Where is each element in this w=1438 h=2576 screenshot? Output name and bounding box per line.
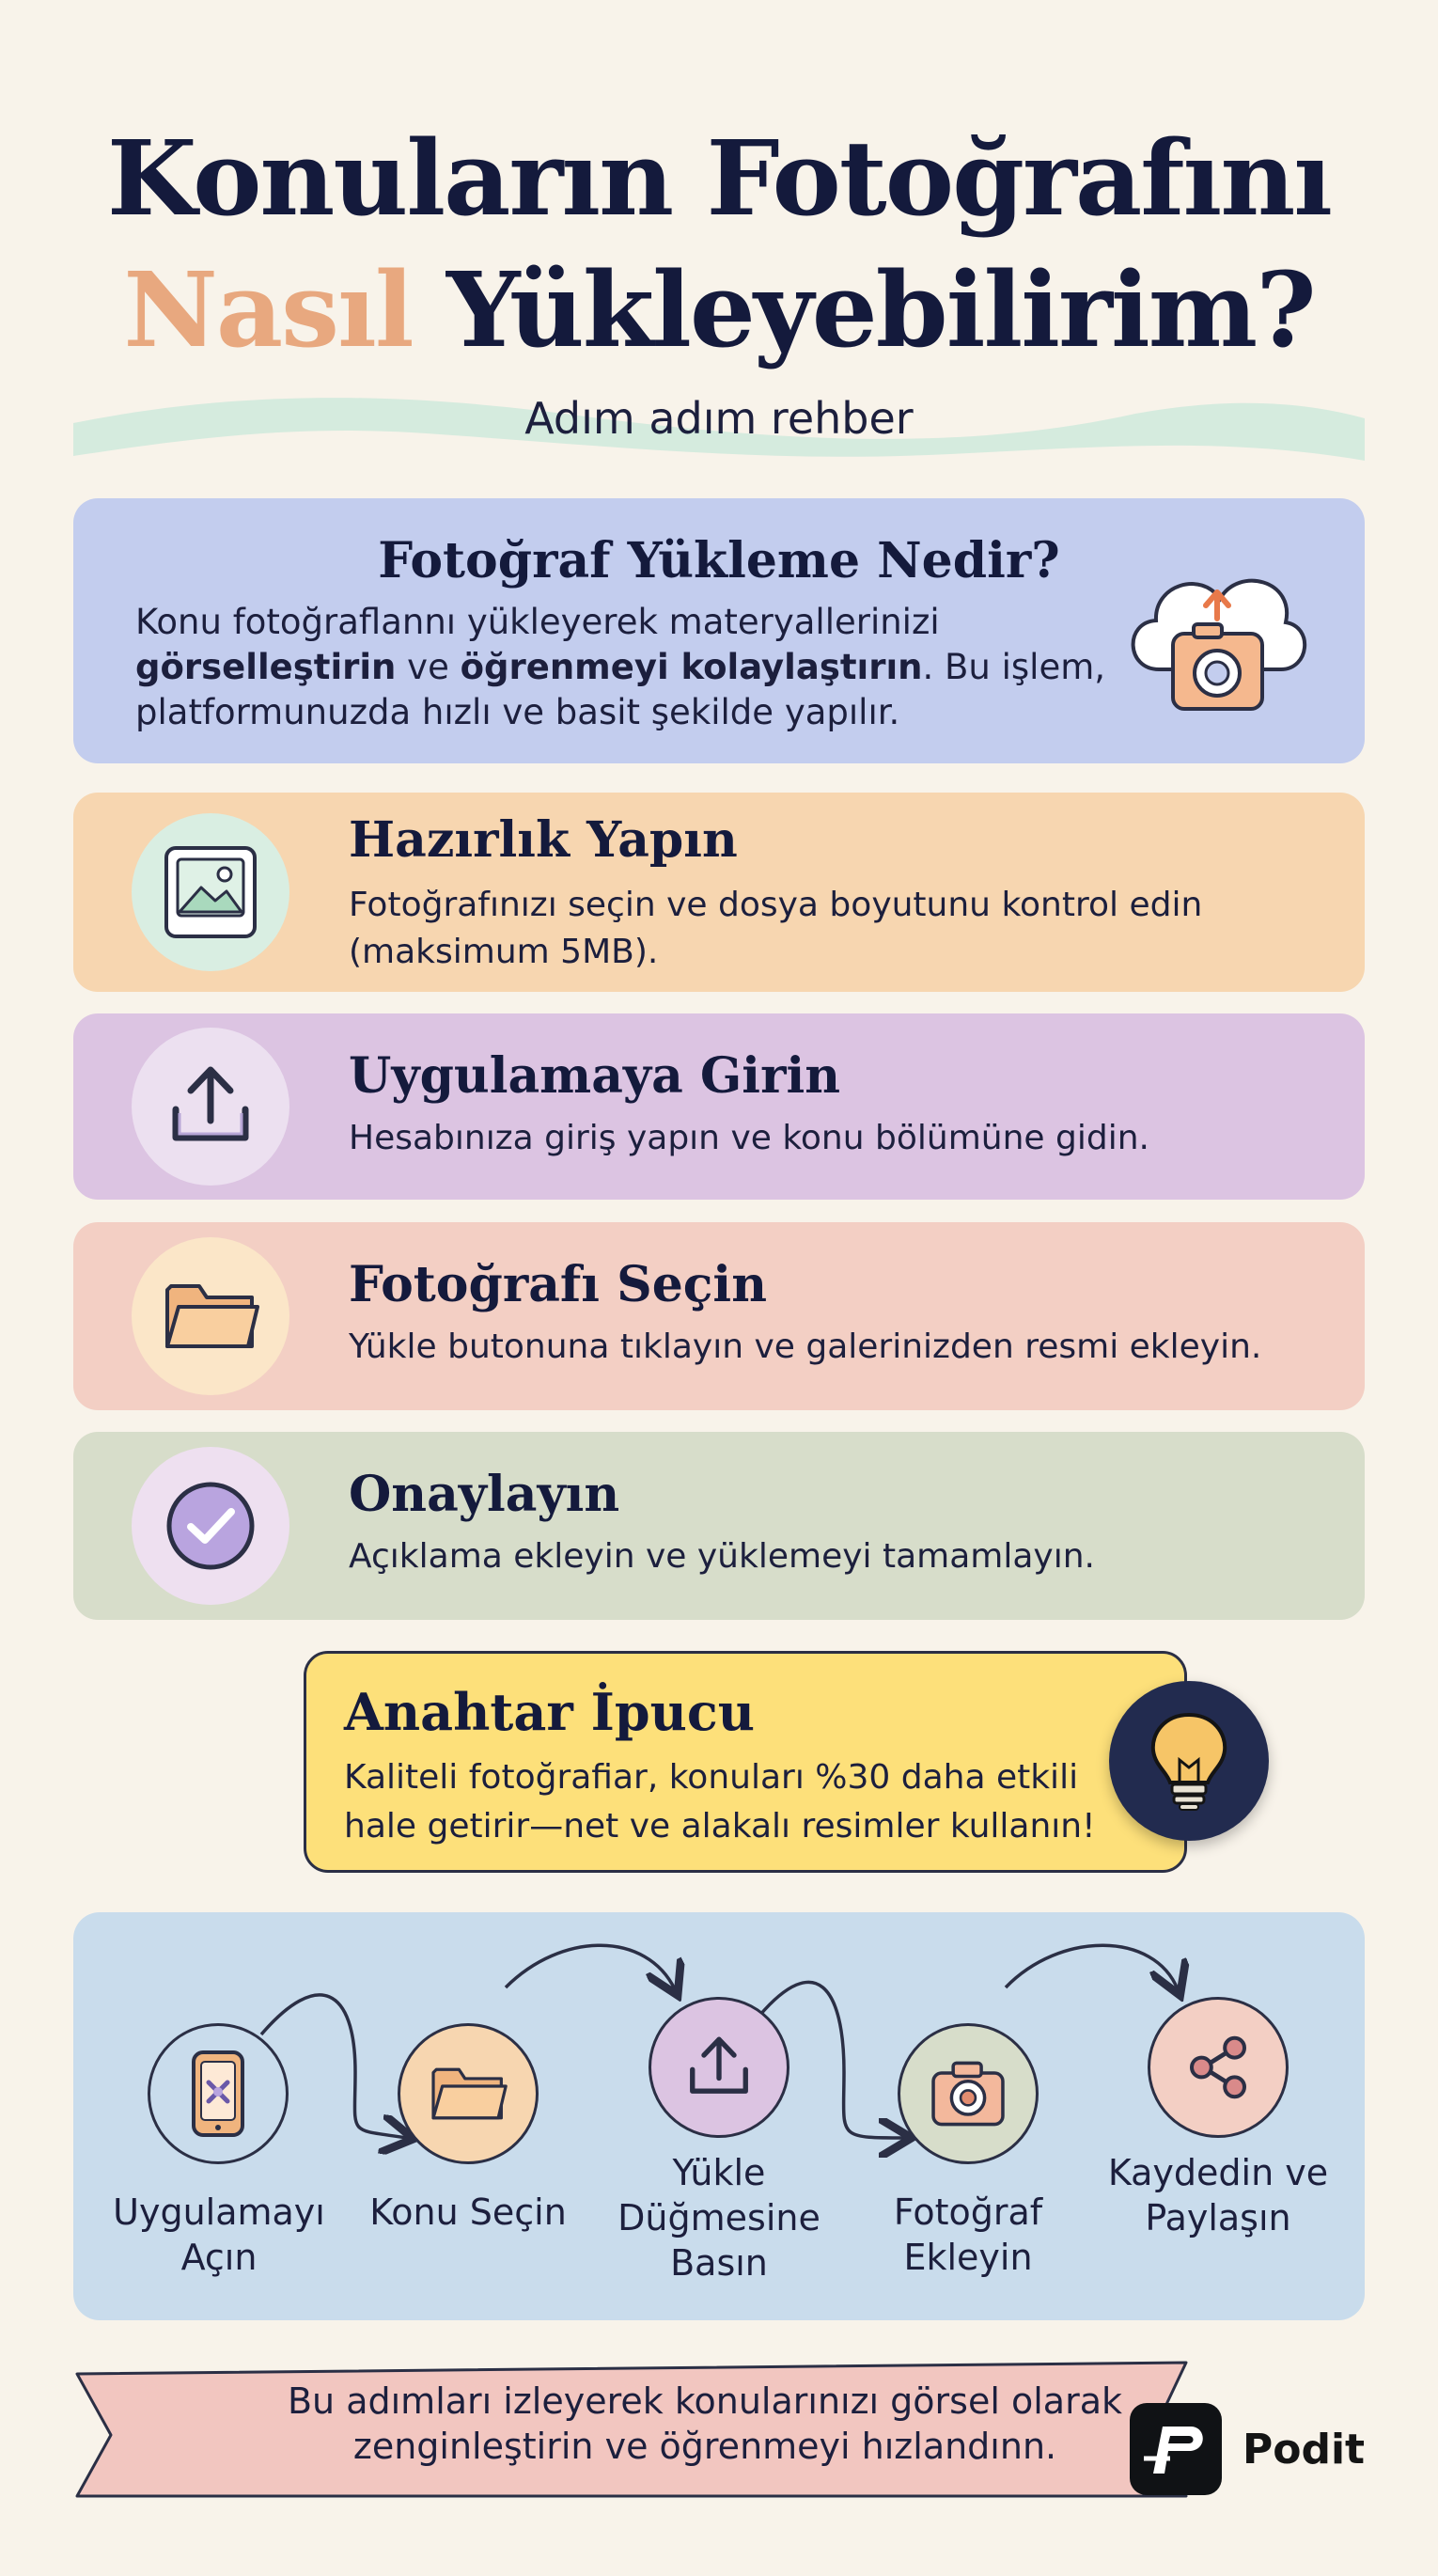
- intro-text-part: Konu fotoğraflannı yükleyerek materyallerinizi: [135, 602, 940, 642]
- intro-card: [73, 498, 1365, 763]
- intro-title: Fotoğraf Yükleme Nedir?: [378, 532, 1060, 589]
- flow-step-add-photo: [898, 2023, 1039, 2164]
- flow-step-label: Fotoğraf Ekleyin: [893, 2191, 1043, 2278]
- step-description: Hesabınıza giriş yapın ve konu bölümüne gidin.: [349, 1119, 1149, 1157]
- footer-text: Bu adımları izleyerek konularınızı görsel olarak zenginleştirin ve öğrenmeyi hızlandınn.: [287, 2380, 1122, 2467]
- flow-step-label: Konu Seçin: [369, 2191, 567, 2233]
- step-card-prepare: [73, 793, 1365, 992]
- share-icon: [1180, 2030, 1256, 2105]
- flow-step-open-app: [148, 2023, 289, 2164]
- check-circle-icon: [159, 1474, 262, 1578]
- step-card-login: [73, 1013, 1365, 1200]
- title-line-2-rest: Yükleyebilirim?: [445, 249, 1315, 370]
- flow-step-select-topic: [398, 2023, 539, 2164]
- upload-icon: [159, 1055, 262, 1158]
- intro-bold-part: görselleştirin: [135, 647, 397, 687]
- flow-step-label: Kaydedin ve Paylaşın: [1107, 2152, 1329, 2238]
- intro-text: [135, 600, 1132, 735]
- camera-icon: [927, 2056, 1009, 2131]
- page-title: [0, 113, 1438, 376]
- step-description: Açıklama ekleyin ve yüklemeyi tamamlayın.: [349, 1537, 1095, 1576]
- flow-step-label: Yükle Düğmesine Basın: [617, 2152, 821, 2284]
- image-icon: [159, 840, 262, 944]
- tip-title: Anahtar İpucu: [344, 1682, 756, 1742]
- step-title: Onaylayın: [349, 1466, 620, 1523]
- tip-text: Kaliteli fotoğrafiar, konuları %30 daha etkili hale getirir—net ve alakalı resimler kullanın!: [344, 1758, 1096, 1846]
- step-description: Yükle butonuna tıklayın ve galerinizden resmi ekleyin.: [349, 1327, 1262, 1366]
- intro-bold-part: öğrenmeyi kolaylaştırın: [460, 647, 923, 687]
- step-description: Fotoğrafınızı seçin ve dosya boyutunu kontrol edin (maksimum 5MB).: [349, 886, 1203, 971]
- folder-icon: [158, 1264, 263, 1369]
- podit-logo-icon: [1142, 2421, 1210, 2477]
- step-title: Uygulamaya Girin: [349, 1047, 841, 1105]
- flow-step-save-share: [1148, 1997, 1289, 2138]
- step-title: Hazırlık Yapın: [349, 811, 738, 869]
- intro-text-part: ve: [396, 647, 461, 687]
- folder-icon: [426, 2051, 510, 2136]
- lightbulb-icon: [1144, 1709, 1234, 1813]
- step-title: Fotoğrafı Seçin: [349, 1256, 767, 1313]
- phone-icon: [180, 2049, 256, 2139]
- step-icon-bubble: [132, 813, 289, 971]
- title-line-2: [0, 244, 1438, 376]
- title-accent: Nasıl: [123, 249, 413, 370]
- brand-logo-icon: [1130, 2403, 1222, 2495]
- process-flow-panel: [73, 1912, 1365, 2320]
- step-icon-bubble: [132, 1447, 289, 1605]
- step-card-select-photo: [73, 1222, 1365, 1410]
- flow-step-label: Uygulamayı Açın: [113, 2191, 325, 2278]
- tip-icon-circle: [1109, 1681, 1269, 1841]
- intro-text-part: . Bu işlem, platformunuzda hızlı ve basit şekilde yapılır.: [135, 647, 1106, 732]
- key-tip-box: [304, 1651, 1187, 1873]
- flow-step-press-upload: [649, 1997, 789, 2138]
- cloud-camera-upload-icon: [1117, 547, 1314, 726]
- step-icon-bubble: [132, 1237, 289, 1395]
- subtitle: Adım adım rehber: [524, 393, 914, 444]
- title-line-1: Konuların Fotoğrafını: [106, 118, 1332, 239]
- step-card-confirm: [73, 1432, 1365, 1620]
- brand-name: Podit: [1243, 2426, 1366, 2474]
- upload-icon: [680, 2028, 758, 2107]
- step-icon-bubble: [132, 1028, 289, 1186]
